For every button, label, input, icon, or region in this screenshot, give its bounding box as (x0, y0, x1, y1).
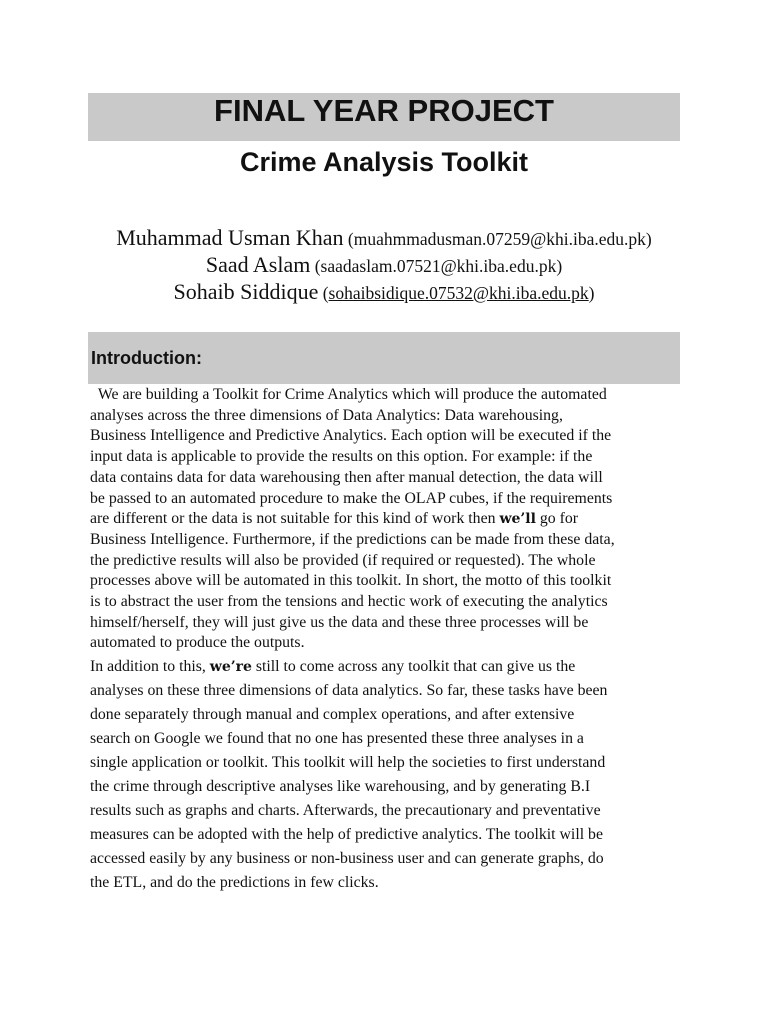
text-line: single application or toolkit. This toolkit will help the societies to first understand (90, 754, 606, 771)
intro-paragraph-2 (90, 655, 690, 895)
author-name: Sohaib Siddique (173, 279, 319, 304)
text-line: the predictive results will also be provided (if required or requested). The whole (90, 551, 596, 569)
author-line (88, 278, 680, 305)
text-fragment: go for (535, 510, 579, 528)
text-line (90, 509, 690, 530)
text-line: himself/herself, they will just give us the data and these three processes will be (90, 613, 589, 631)
document-subtitle: Crime Analysis Toolkit (239, 147, 529, 177)
text-line: processes above will be automated in this toolkit. In short, the motto of this toolkit (90, 572, 612, 590)
intro-paragraph-1 (90, 385, 690, 654)
emphasized-word: we’ll (499, 511, 536, 528)
text-line (90, 655, 690, 679)
text-line: Business Intelligence. Furthermore, if the predictions can be made from these data, (90, 530, 615, 548)
author-line (88, 224, 680, 251)
text-line: analyses across the three dimensions of Data Analytics: Data warehousing, (90, 406, 563, 424)
text-line: be passed to an automated procedure to make the OLAP cubes, if the requirements (90, 489, 613, 507)
author-name: Muhammad Usman Khan (116, 225, 344, 250)
author-email: saadaslam.07521@khi.iba.edu.pk (320, 256, 557, 276)
paren-close: ) (556, 256, 563, 276)
author-name: Saad Aslam (205, 252, 311, 277)
text-line: measures can be adopted with the help of predictive analytics. The toolkit will be (90, 826, 603, 843)
paren-close: ) (645, 229, 652, 249)
text-line: analyses on these three dimensions of data analytics. So far, these tasks have been (90, 682, 608, 699)
author-list (88, 224, 680, 305)
text-line: search on Google we found that no one has presented these three analyses in a (90, 730, 584, 747)
section-heading: Introduction: (91, 348, 202, 368)
text-line: results such as graphs and charts. Afterwards, the precautionary and preventative (90, 802, 601, 819)
text-line: the crime through descriptive analyses like warehousing, and by generating B.I (90, 778, 591, 795)
text-line: is to abstract the user from the tensions and hectic work of executing the analytics (90, 593, 608, 611)
document-title: FINAL YEAR PROJECT (214, 93, 554, 128)
emphasized-word: we’re (209, 659, 252, 675)
text-fragment: In addition to this, (90, 658, 210, 675)
text-line: We are building a Toolkit for Crime Analytics which will produce the automated (90, 386, 607, 403)
text-line: automated to produce the outputs. (90, 634, 305, 652)
text-fragment: still to come across any toolkit that can give us the (251, 658, 576, 675)
text-line: done separately through manual and complex operations, and after extensive (90, 706, 575, 723)
text-line: accessed easily by any business or non-business user and can generate graphs, do (90, 850, 604, 867)
paren-open: ( (310, 256, 321, 276)
paren-open: ( (318, 283, 329, 303)
text-line: the ETL, and do the predictions in few clicks. (90, 874, 379, 891)
text-fragment: are different or the data is not suitable for this kind of work then (90, 510, 500, 528)
text-line: Business Intelligence and Predictive Analytics. Each option will be executed if the (90, 427, 612, 445)
paren-open: ( (343, 229, 354, 249)
author-email: muahmmadusman.07259@khi.iba.edu.pk (353, 229, 646, 249)
paren-close: ) (588, 283, 595, 303)
text-line: data contains data for data warehousing then after manual detection, the data will (90, 468, 603, 486)
text-line: input data is applicable to provide the results on this option. For example: if the (90, 448, 593, 466)
author-line (88, 251, 680, 278)
author-email-link[interactable]: sohaibsidique.07532@khi.iba.edu.pk (328, 283, 589, 303)
